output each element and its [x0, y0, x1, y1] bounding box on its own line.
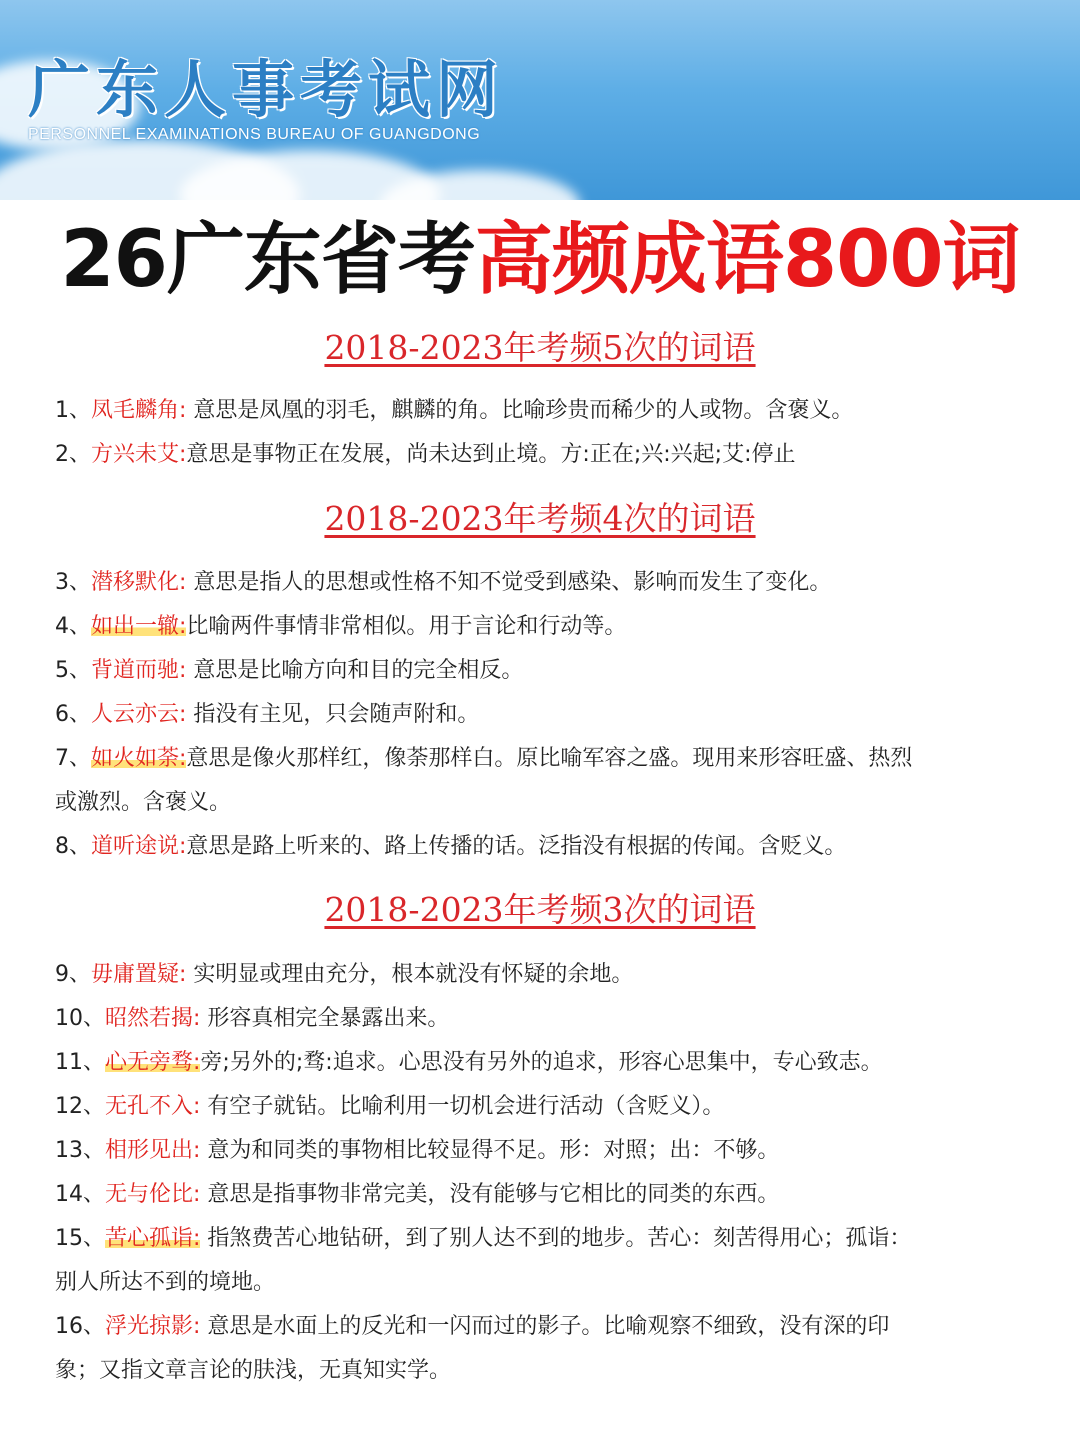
idiom-term: 无孔不入:: [105, 1094, 201, 1119]
idiom-entry: 8、道听途说:意思是路上听来的、路上传播的话。泛指没有根据的传闻。含贬义。: [55, 834, 847, 859]
idiom-term-highlighted: 苦心孤诣:: [105, 1226, 201, 1251]
idiom-definition: 意思是比喻方向和目的完全相反。: [186, 658, 524, 683]
idiom-term-highlighted: 心无旁骛:: [105, 1050, 201, 1075]
idiom-definition-continued: 或激烈。含褒义。: [55, 790, 232, 815]
idiom-entry: 5、背道而驰: 意思是比喻方向和目的完全相反。: [55, 658, 524, 683]
idiom-entry: 11、心无旁骛:旁;另外的;骛:追求。心思没有另外的追求，形容心思集中，专心致志。: [55, 1050, 883, 1075]
idiom-term: 背道而驰:: [91, 658, 187, 683]
idiom-entry: 13、相形见出: 意为和同类的事物相比较显得不足。形：对照；出：不够。: [55, 1138, 780, 1163]
idiom-definition: 意为和同类的事物相比较显得不足。形：对照；出：不够。: [200, 1138, 780, 1163]
idiom-definition: 指煞费苦心地钻研，到了别人达不到的地步。苦心：刻苦得用心；孤诣：: [200, 1226, 912, 1251]
idiom-definition: 实明显或理由充分，根本就没有怀疑的余地。: [186, 962, 634, 987]
idiom-definition: 指没有主见，只会随声附和。: [186, 702, 480, 727]
idiom-definition: 比喻两件事情非常相似。用于言论和行动等。: [186, 614, 627, 639]
idiom-entry: 2、方兴未艾:意思是事物正在发展，尚未达到止境。方:正在;兴:兴起;艾:停止: [55, 442, 796, 467]
idiom-definition: 意思是指事物非常完美，没有能够与它相比的同类的东西。: [200, 1182, 780, 1207]
idiom-entry: 4、如出一辙:比喻两件事情非常相似。用于言论和行动等。: [55, 614, 627, 639]
idiom-definition-continued: 别人所达不到的境地。: [55, 1270, 276, 1295]
idiom-term-highlighted: 如出一辙:: [91, 614, 187, 639]
idiom-definition: 旁;另外的;骛:追求。心思没有另外的追求，形容心思集中，专心致志。: [200, 1050, 883, 1075]
title-black-part: 26广东省考: [60, 215, 475, 305]
idiom-term: 浮光掠影:: [105, 1314, 201, 1339]
idiom-definition: 意思是像火那样红，像荼那样白。原比喻军容之盛。现用来形容旺盛、热烈: [186, 746, 913, 771]
idiom-entry: 12、无孔不入: 有空子就钻。比喻利用一切机会进行活动（含贬义）。: [55, 1094, 725, 1119]
idiom-term-highlighted: 如火如荼:: [91, 746, 187, 771]
idiom-entry: 16、浮光掠影: 意思是水面上的反光和一闪而过的影子。比喻观察不细致，没有深的印: [55, 1314, 890, 1339]
idiom-definition: 形容真相完全暴露出来。: [200, 1006, 450, 1031]
idiom-term: 昭然若揭:: [105, 1006, 201, 1031]
idiom-term: 潜移默化:: [91, 570, 187, 595]
idiom-entry: 6、人云亦云: 指没有主见，只会随声附和。: [55, 702, 480, 727]
idiom-entry: 1、凤毛麟角: 意思是凤凰的羽毛，麒麟的角。比喻珍贵而稀少的人或物。含褒义。: [55, 398, 854, 423]
site-logo-subtitle: PERSONNEL EXAMINATIONS BUREAU OF GUANGDONG: [28, 126, 481, 143]
idiom-entry: 10、昭然若揭: 形容真相完全暴露出来。: [55, 1006, 450, 1031]
idiom-definition-continued: 象；又指文章言论的肤浅，无真知实学。: [55, 1358, 452, 1383]
idiom-term: 毋庸置疑:: [91, 962, 187, 987]
idiom-entry: 14、无与伦比: 意思是指事物非常完美，没有能够与它相比的同类的东西。: [55, 1182, 780, 1207]
section-heading-freq-5: 2018-2023年考频5次的词语: [324, 328, 756, 367]
idiom-definition: 意思是事物正在发展，尚未达到止境。方:正在;兴:兴起;艾:停止: [186, 442, 796, 467]
idiom-term: 凤毛麟角:: [91, 398, 187, 423]
idiom-entry: 15、苦心孤诣: 指煞费苦心地钻研，到了别人达不到的地步。苦心：刻苦得用心；孤诣：: [55, 1226, 912, 1251]
section-heading-freq-3: 2018-2023年考频3次的词语: [324, 890, 756, 929]
idiom-entry: 7、如火如荼:意思是像火那样红，像荼那样白。原比喻军容之盛。现用来形容旺盛、热烈: [55, 746, 913, 771]
idiom-definition: 意思是路上听来的、路上传播的话。泛指没有根据的传闻。含贬义。: [186, 834, 847, 859]
page-title: [0, 210, 1080, 310]
idiom-term: 相形见出:: [105, 1138, 201, 1163]
idiom-definition: 意思是凤凰的羽毛，麒麟的角。比喻珍贵而稀少的人或物。含褒义。: [186, 398, 854, 423]
header-banner: [0, 0, 1080, 200]
section-heading-freq-4: 2018-2023年考频4次的词语: [324, 499, 756, 538]
idiom-definition: 有空子就钻。比喻利用一切机会进行活动（含贬义）。: [200, 1094, 725, 1119]
idiom-entry: 3、潜移默化: 意思是指人的思想或性格不知不觉受到感染、影响而发生了变化。: [55, 570, 832, 595]
site-logo-title: 广东人事考试网: [28, 53, 505, 126]
idiom-term: 人云亦云:: [91, 702, 187, 727]
title-red-part: 高频成语800词: [474, 215, 1020, 305]
idiom-term: 方兴未艾:: [91, 442, 187, 467]
idiom-term: 道听途说:: [91, 834, 187, 859]
idiom-entry: 9、毋庸置疑: 实明显或理由充分，根本就没有怀疑的余地。: [55, 962, 634, 987]
idiom-definition: 意思是水面上的反光和一闪而过的影子。比喻观察不细致，没有深的印: [200, 1314, 890, 1339]
idiom-definition: 意思是指人的思想或性格不知不觉受到感染、影响而发生了变化。: [186, 570, 832, 595]
idiom-term: 无与伦比:: [105, 1182, 201, 1207]
